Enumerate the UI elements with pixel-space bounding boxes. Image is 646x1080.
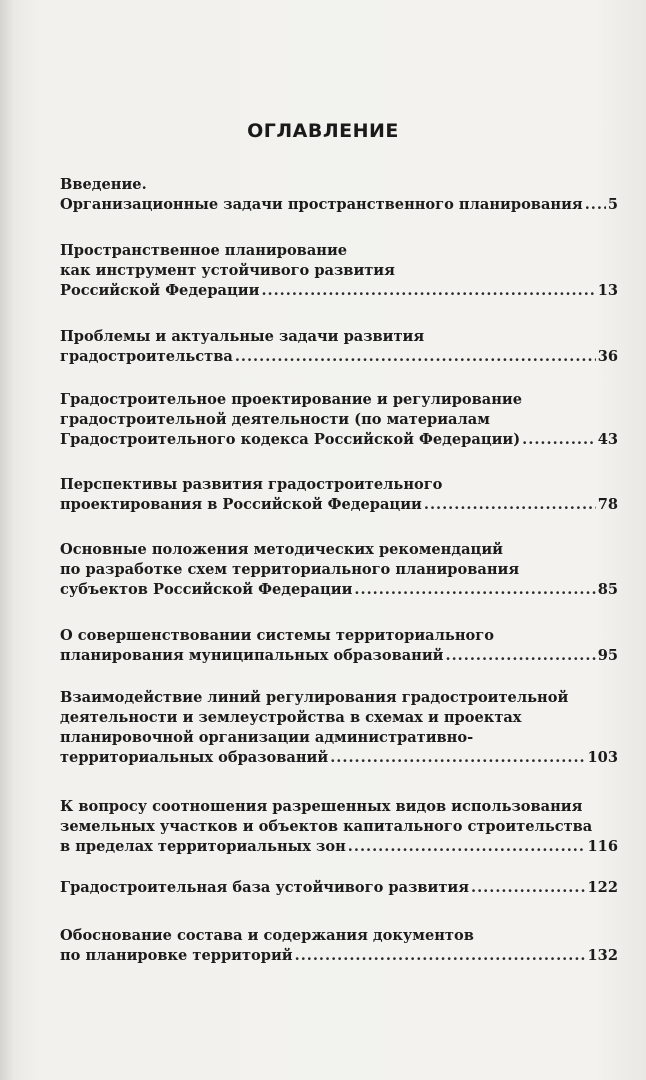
page-number: 85 — [597, 581, 618, 598]
dot-leader — [522, 430, 596, 450]
entry-last-line: территориальных образований — [60, 749, 329, 766]
entry-line: Основные положения методических рекомендаций — [60, 541, 503, 558]
toc-title: ОГЛАВЛЕНИЕ — [247, 120, 399, 142]
entry-last-line: по планировке территорий — [60, 947, 293, 964]
entry-line: деятельности и землеустройства в схемах и проектах — [60, 709, 522, 726]
dot-leader — [261, 281, 595, 301]
entry-last-line: градостроительства — [60, 348, 233, 365]
toc-entry[interactable] — [60, 540, 618, 600]
entry-line: О совершенствовании системы территориального — [60, 627, 494, 644]
page-number: 36 — [597, 348, 618, 365]
dot-leader — [235, 347, 596, 367]
dot-leader — [295, 946, 586, 966]
dot-leader — [424, 495, 596, 515]
page-number: 43 — [597, 431, 618, 448]
entry-line: Проблемы и актуальные задачи развития — [60, 328, 425, 345]
entry-line: как инструмент устойчивого развития — [60, 262, 395, 279]
page-number: 78 — [597, 496, 618, 513]
page-number: 5 — [607, 196, 618, 213]
dot-leader — [585, 195, 606, 215]
entry-line: К вопросу соотношения разрешенных видов использования — [60, 798, 583, 815]
spine-shadow — [0, 0, 14, 1080]
toc-entry[interactable] — [60, 797, 618, 857]
entry-line: Перспективы развития градостроительного — [60, 476, 443, 493]
toc-entry[interactable] — [60, 688, 618, 768]
entry-last-line: субъектов Российской Федерации — [60, 581, 353, 598]
entry-last-line: в пределах территориальных зон — [60, 838, 346, 855]
dot-leader — [446, 646, 596, 666]
toc-entry[interactable] — [60, 475, 618, 515]
page-number: 95 — [597, 647, 618, 664]
toc-entry[interactable] — [60, 926, 618, 966]
toc-entry[interactable] — [60, 241, 618, 301]
entry-line: Взаимодействие линий регулирования градостроительной — [60, 689, 569, 706]
entry-line: по разработке схем территориального планирования — [60, 561, 520, 578]
entry-last-line: проектирования в Российской Федерации — [60, 496, 422, 513]
entry-last-line: Российской Федерации — [60, 282, 260, 299]
entry-line: Обоснование состава и содержания документов — [60, 927, 474, 944]
dot-leader — [354, 580, 595, 600]
entry-last-line: Организационные задачи пространственного планирования — [60, 196, 583, 213]
page-number: 122 — [587, 879, 618, 896]
toc-entry[interactable] — [60, 175, 618, 215]
toc-entry[interactable] — [60, 390, 618, 450]
dot-leader — [348, 837, 586, 857]
dot-leader — [330, 748, 585, 768]
entry-line: земельных участков и объектов капитального строительства — [60, 818, 593, 835]
dot-leader — [471, 878, 586, 898]
page-number: 132 — [587, 947, 618, 964]
entry-line: Градостроительное проектирование и регулирование — [60, 391, 523, 408]
entry-last-line: планирования муниципальных образований — [60, 647, 444, 664]
toc-entry[interactable] — [60, 327, 618, 367]
toc-entry[interactable] — [60, 878, 618, 898]
page-number: 103 — [587, 749, 618, 766]
entry-line: градостроительной деятельности (по материалам — [60, 411, 490, 428]
entry-line: планировочной организации административно- — [60, 729, 474, 746]
entry-last-line: Градостроительного кодекса Российской Федерации) — [60, 431, 521, 448]
toc-entry[interactable] — [60, 626, 618, 666]
entry-line: Введение. — [60, 176, 147, 193]
entry-last-line: Градостроительная база устойчивого развития — [60, 879, 470, 896]
entry-line: Пространственное планирование — [60, 242, 348, 259]
page-number: 116 — [587, 838, 618, 855]
page-number: 13 — [597, 282, 618, 299]
